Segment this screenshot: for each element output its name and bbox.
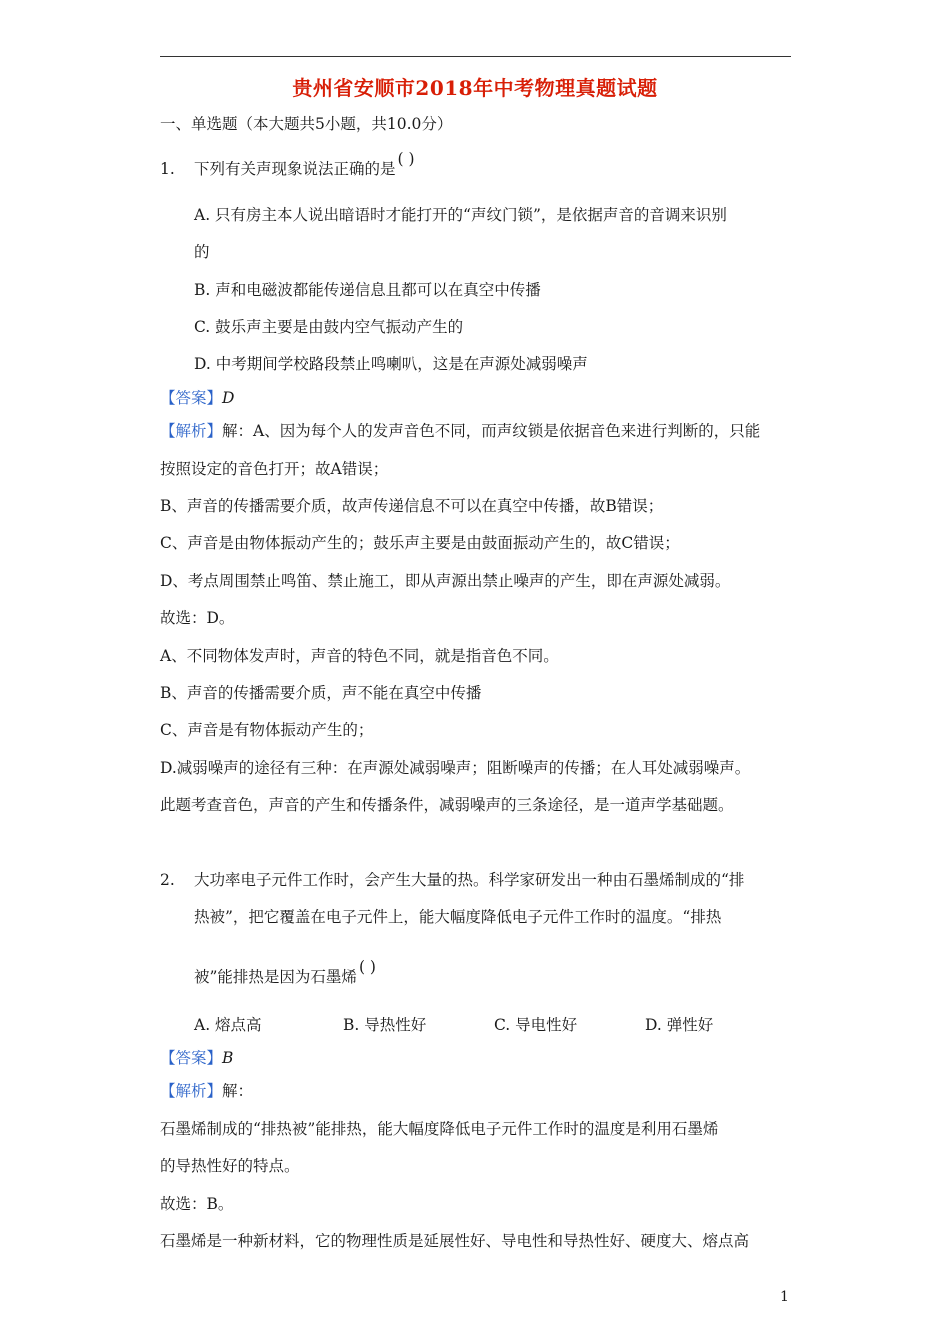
q1-option-b: B. 声和电磁波都能传递信息且都可以在真空中传播 — [194, 281, 541, 299]
q2-option-b: B. 导热性好 — [343, 1016, 427, 1034]
q2-analysis-line: 石墨烯制成的“排热被”能排热，能大幅度降低电子元件工作时的温度是利用石墨烯 — [160, 1120, 719, 1138]
q1-analysis-line: 按照设定的音色打开；故A错误； — [160, 460, 389, 478]
q1-analysis-line: B、声音的传播需要介质，故声传递信息不可以在真空中传播，故B错误； — [160, 497, 664, 515]
q2-stem-line: 大功率电子元件工作时，会产生大量的热。科学家研发出一种由石墨烯制成的“排 — [194, 871, 745, 889]
page-number: 1 — [780, 1289, 789, 1305]
header-rule — [160, 56, 791, 57]
q1-analysis-line: A、不同物体发声时，声音的特色不同，就是指音色不同。 — [160, 647, 559, 665]
answer-tag: 【答案】 — [160, 1049, 223, 1067]
q1-analysis-line: D、考点周围禁止鸣笛、禁止施工，即从声源出禁止噪声的产生，即在声源处减弱。 — [160, 572, 731, 590]
q1-option-a-cont: 的 — [194, 243, 210, 261]
q2-analysis-line: 故选：B。 — [160, 1195, 234, 1213]
q2-option-c: C. 导电性好 — [494, 1016, 578, 1034]
q1-number: 1. — [160, 160, 175, 178]
q2-analysis-line: 石墨烯是一种新材料，它的物理性质是延展性好、导电性和导热性好、硬度大、熔点高 — [160, 1232, 750, 1250]
q2-analysis-line: 【解析】解： — [160, 1082, 254, 1100]
q1-option-a: A. 只有房主本人说出暗语时才能打开的“声纹门锁”，是依据声音的音调来识别 — [194, 206, 727, 224]
q1-analysis-line: D.减弱噪声的途径有三种：在声源处减弱噪声；阻断噪声的传播；在人耳处减弱噪声。 — [160, 759, 751, 777]
q1-option-c: C. 鼓乐声主要是由鼓内空气振动产生的 — [194, 318, 464, 336]
q1-analysis-line: B、声音的传播需要介质，声不能在真空中传播 — [160, 684, 482, 702]
q2-answer — [160, 1047, 233, 1069]
q2-stem-line: 被”能排热是因为石墨烯( ) — [194, 958, 376, 986]
q2-option-d: D. 弹性好 — [645, 1016, 714, 1034]
q1-answer — [160, 387, 234, 409]
q1-analysis-line: 故选：D。 — [160, 609, 235, 627]
answer-tag: 【答案】 — [160, 389, 223, 407]
analysis-tag: 【解析】 — [160, 422, 223, 440]
section-heading: 一、单选题（本大题共5小题，共10.0分） — [160, 115, 453, 133]
q2-number: 2. — [160, 871, 175, 889]
q2-analysis-line: 的导热性好的特点。 — [160, 1157, 300, 1175]
q2-answer-value: B — [222, 1049, 234, 1067]
q1-stem — [194, 150, 415, 180]
q1-analysis-line: 此题考查音色，声音的产生和传播条件，减弱噪声的三条途径，是一道声学基础题。 — [160, 796, 734, 814]
analysis-tag: 【解析】 — [160, 1082, 223, 1100]
q2-answer-paren: ( ) — [358, 958, 376, 976]
q1-stem-text: 下列有关声现象说法正确的是 — [194, 160, 396, 178]
q1-answer-paren: ( ) — [397, 150, 415, 168]
document-title: 贵州省安顺市2018年中考物理真题试题 — [292, 76, 658, 100]
q1-analysis-line: C、声音是有物体振动产生的； — [160, 721, 374, 739]
q1-option-d: D. 中考期间学校路段禁止鸣喇叭，这是在声源处减弱噪声 — [194, 355, 588, 373]
q2-stem-line: 热被”，把它覆盖在电子元件上，能大幅度降低电子元件工作时的温度。“排热 — [194, 908, 722, 926]
q1-analysis-line: 【解析】解：A、因为每个人的发声音色不同，而声纹锁是依据音色来进行判断的，只能 — [160, 422, 761, 440]
q1-analysis-line: C、声音是由物体振动产生的；鼓乐声主要是由鼓面振动产生的，故C错误； — [160, 534, 680, 552]
q2-option-a: A. 熔点高 — [194, 1016, 262, 1034]
q1-answer-value: D — [222, 389, 235, 407]
